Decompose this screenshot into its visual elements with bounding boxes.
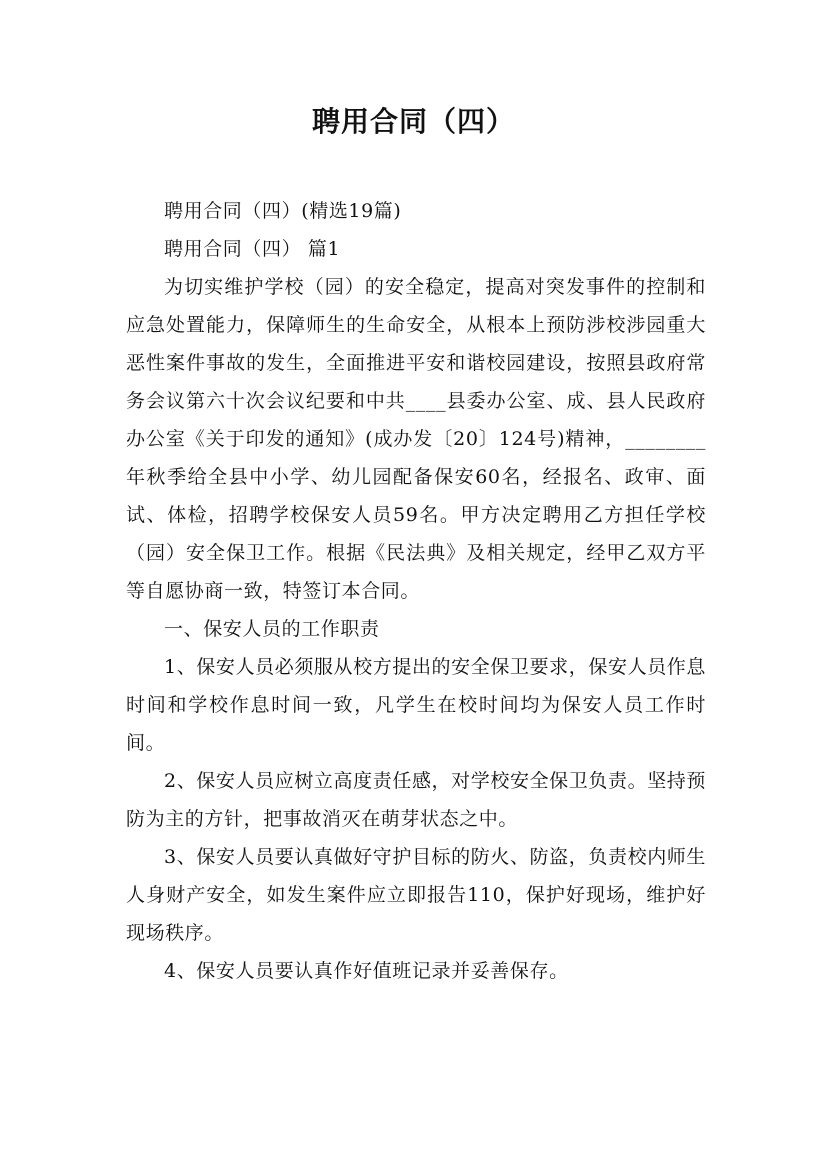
duties-heading: 一、保安人员的工作职责 — [164, 618, 380, 640]
duty-item-3: 3、保安人员要认真做好守护目标的防火、防盗，负责校内师生人身财产安全，如发生案件应立即报告110，保护好现场，维护好现场秩序。 — [126, 846, 706, 944]
duty-item-4: 4、保安人员要认真作好值班记录并妥善保存。 — [164, 960, 569, 982]
subtitle-paragraph: 聘用合同（四）(精选19篇) — [164, 200, 402, 222]
document-body — [126, 192, 706, 990]
duty-item-2: 2、保安人员应树立高度责任感，对学校安全保卫负责。坚持预防为主的方针，把事故消灭在萌芽状态之中。 — [126, 770, 706, 830]
document-title: 聘用合同（四） — [311, 105, 515, 138]
section-heading-paragraph: 聘用合同（四） 篇1 — [164, 238, 341, 260]
duty-item-1: 1、保安人员必须服从校方提出的安全保卫要求，保安人员作息时间和学校作息时间一致，凡学生在校时间均为保安人员工作时间。 — [126, 656, 706, 754]
intro-paragraph: 为切实维护学校（园）的安全稳定，提高对突发事件的控制和应急处置能力，保障师生的生命安全，从根本上预防涉校涉园重大恶性案件事故的发生，全面推进平安和谐校园建设，按照县政府常务会议第六十次会议纪要和中共____县委办公室、成、县人民政府办公室《关于印发的通知》(成办发〔20〕124号)精神，________年秋季给全县中小学、幼儿园配备保安60名，经报名、政审、面试、体检，招聘学校保安人员59名。甲方决定聘用乙方担任学校（园）安全保卫工作。根据《民法典》及相关规定，经甲乙双方平等自愿协商一致，特签订本合同。 — [126, 276, 706, 602]
